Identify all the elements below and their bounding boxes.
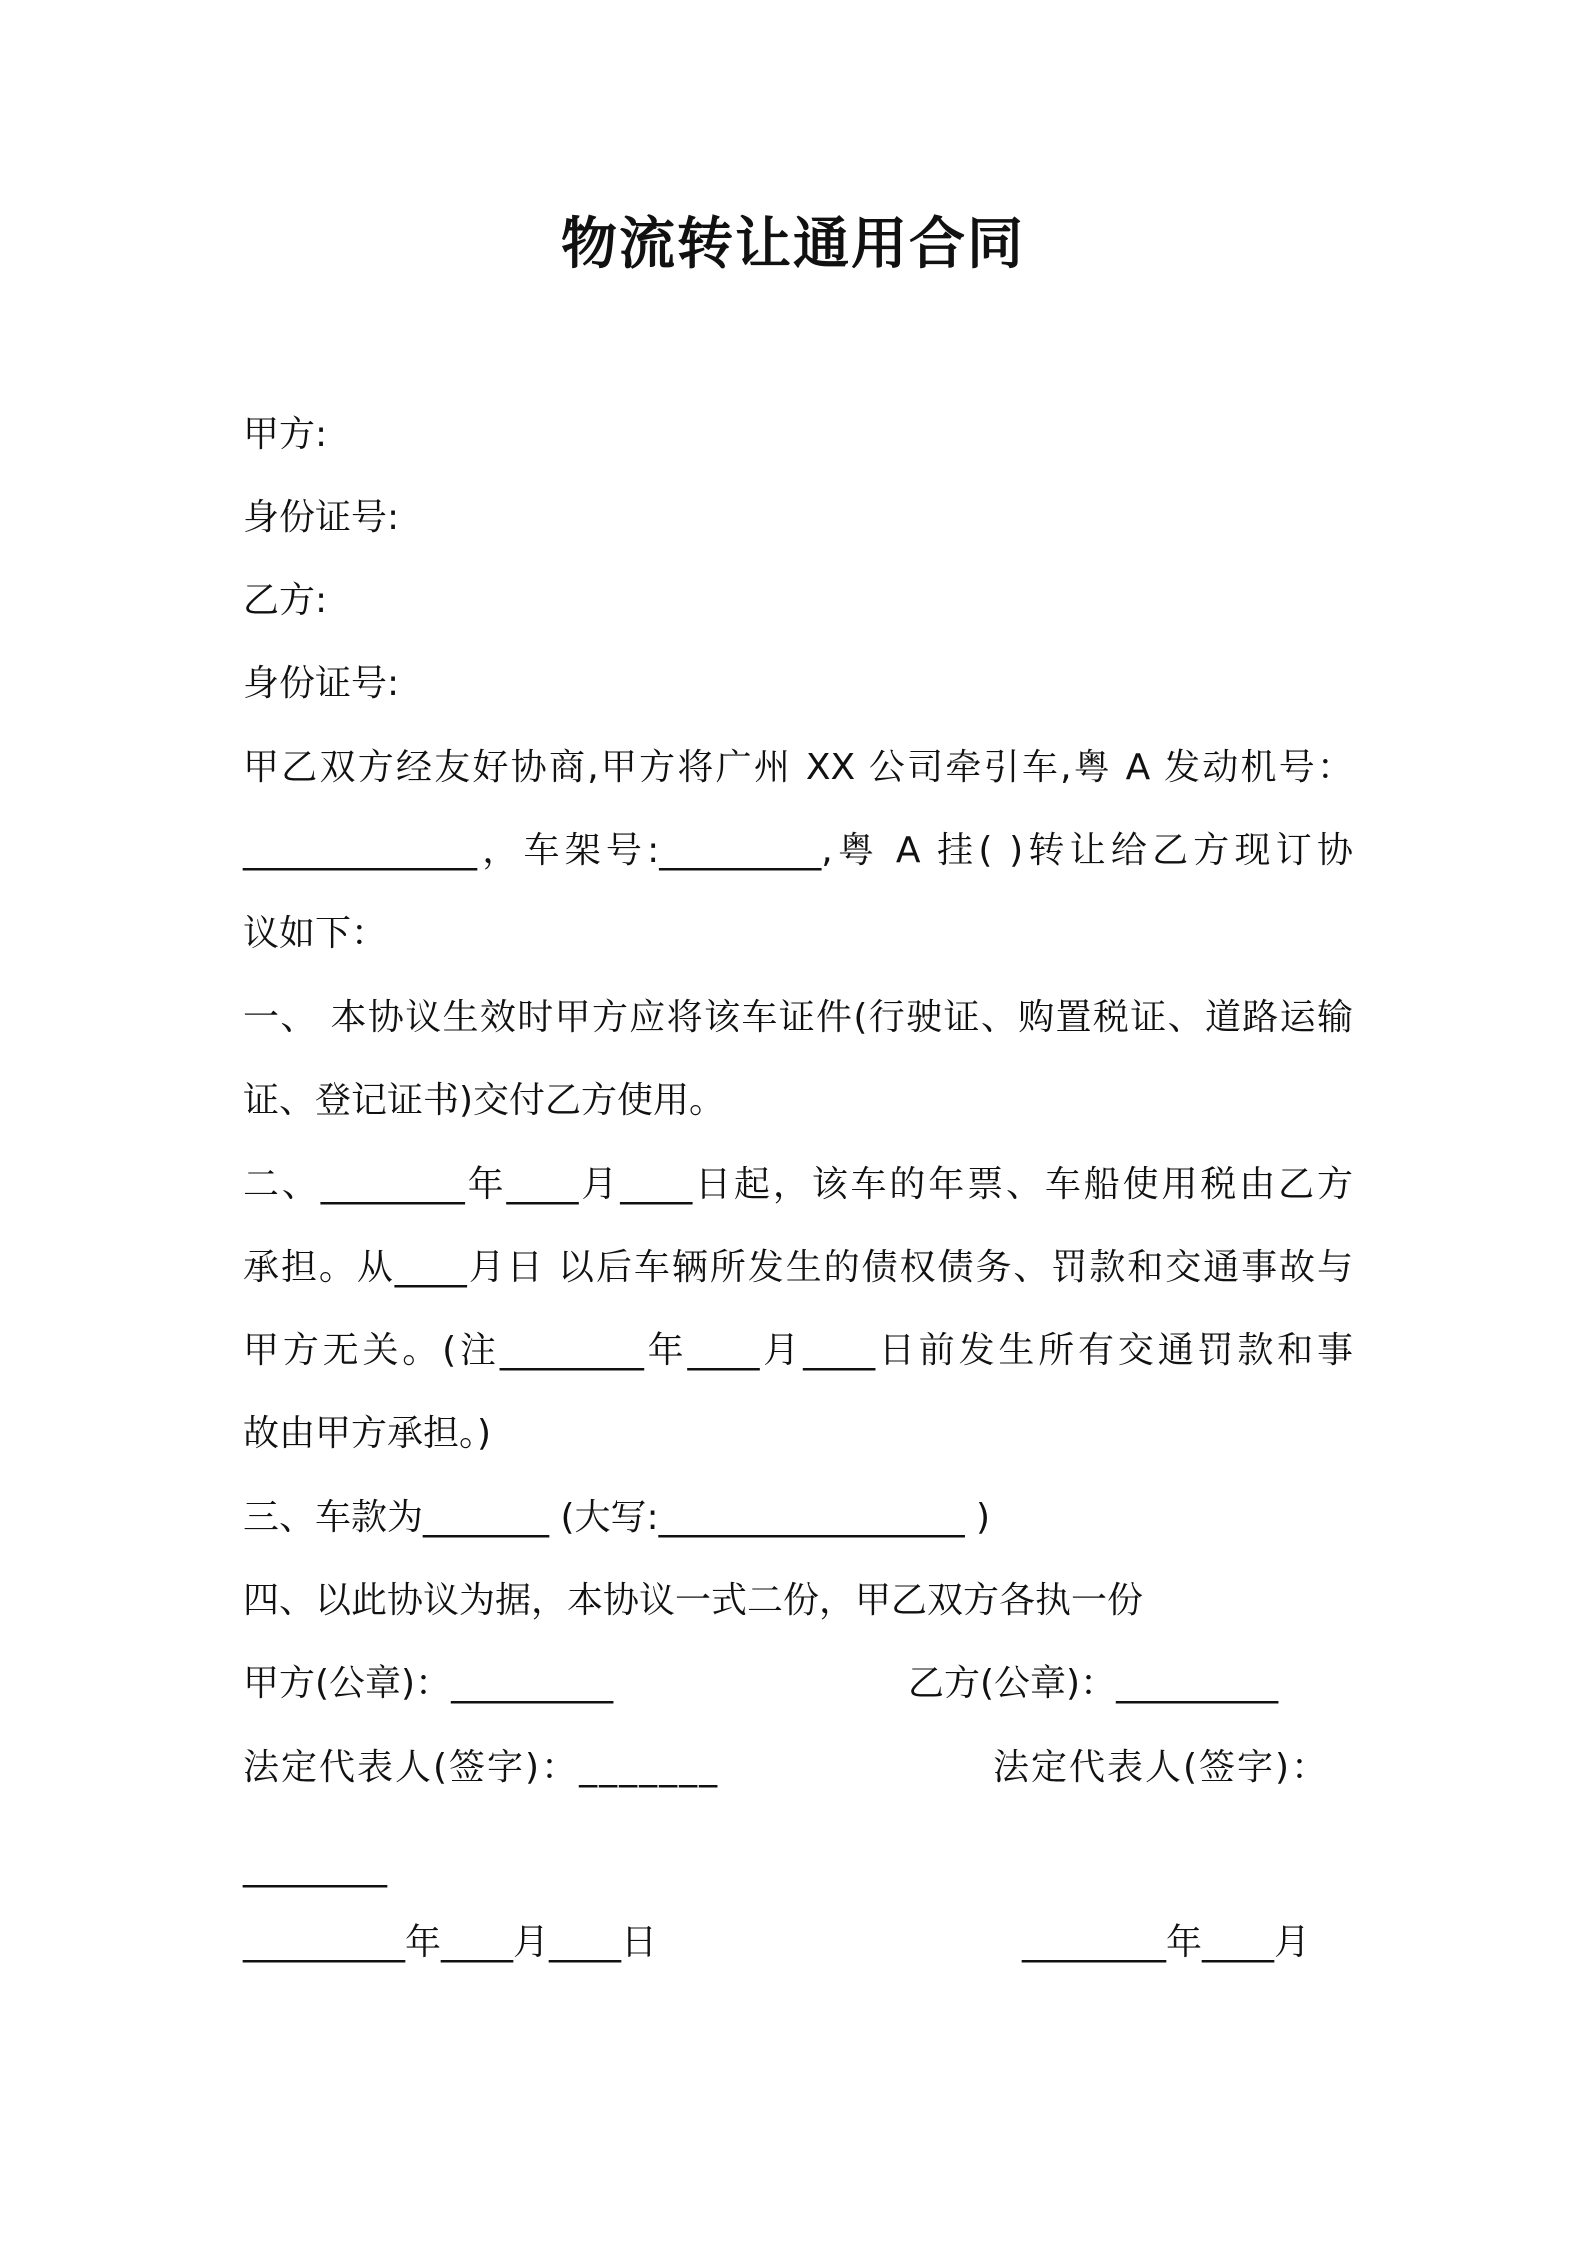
party-a-date-line: _________年____月____日: [243, 1922, 657, 1963]
clause-1-line-1: 一、 本协议生效时甲方应将该车证件(行驶证、购置税证、道路运输: [243, 997, 1353, 1038]
clause-2-line-1: 二、________年____月____日起，该车的年票、车船使用税由乙方: [243, 1164, 1353, 1205]
party-a-id-label: 身份证号:: [243, 497, 400, 538]
clause-2-line-2: 承担。从____月日 以后车辆所发生的债权债务、罚款和交通事故与: [243, 1247, 1353, 1288]
party-b-representative-blank: ________: [243, 1847, 387, 1888]
party-a-representative-line: 法定代表人(签字)：_______: [243, 1747, 720, 1788]
party-b-representative-line: 法定代表人(签字)：: [993, 1747, 1330, 1788]
party-a-seal-line: 甲方(公章)：_________: [243, 1663, 614, 1704]
party-b-id-label: 身份证号:: [243, 663, 400, 704]
clause-1-line-2: 证、登记证书)交付乙方使用。: [243, 1080, 726, 1121]
intro-line-2: _____________，车架号:_________,粤 A 挂( )转让给乙方现订协: [243, 830, 1353, 871]
intro-line-1: 甲乙双方经友好协商,甲方将广州 XX 公司牵引车,粤 A 发动机号：: [243, 747, 1353, 788]
document-title: 物流转让通用合同: [561, 212, 1025, 277]
party-b-seal-line: 乙方(公章)：_________: [908, 1663, 1279, 1704]
clause-3: 三、车款为_______ (大写:_________________ ): [243, 1497, 991, 1538]
clause-4: 四、以此协议为据，本协议一式二份，甲乙双方各执一份: [243, 1580, 1144, 1621]
party-a-label: 甲方:: [243, 414, 328, 455]
clause-2-line-3: 甲方无关。(注________年____月____日前发生所有交通罚款和事: [243, 1330, 1353, 1371]
intro-line-3: 议如下：: [243, 913, 388, 954]
party-b-label: 乙方:: [243, 580, 328, 621]
party-b-date-line: ________年____月: [1022, 1922, 1311, 1963]
clause-2-line-4: 故由甲方承担。): [243, 1413, 492, 1454]
